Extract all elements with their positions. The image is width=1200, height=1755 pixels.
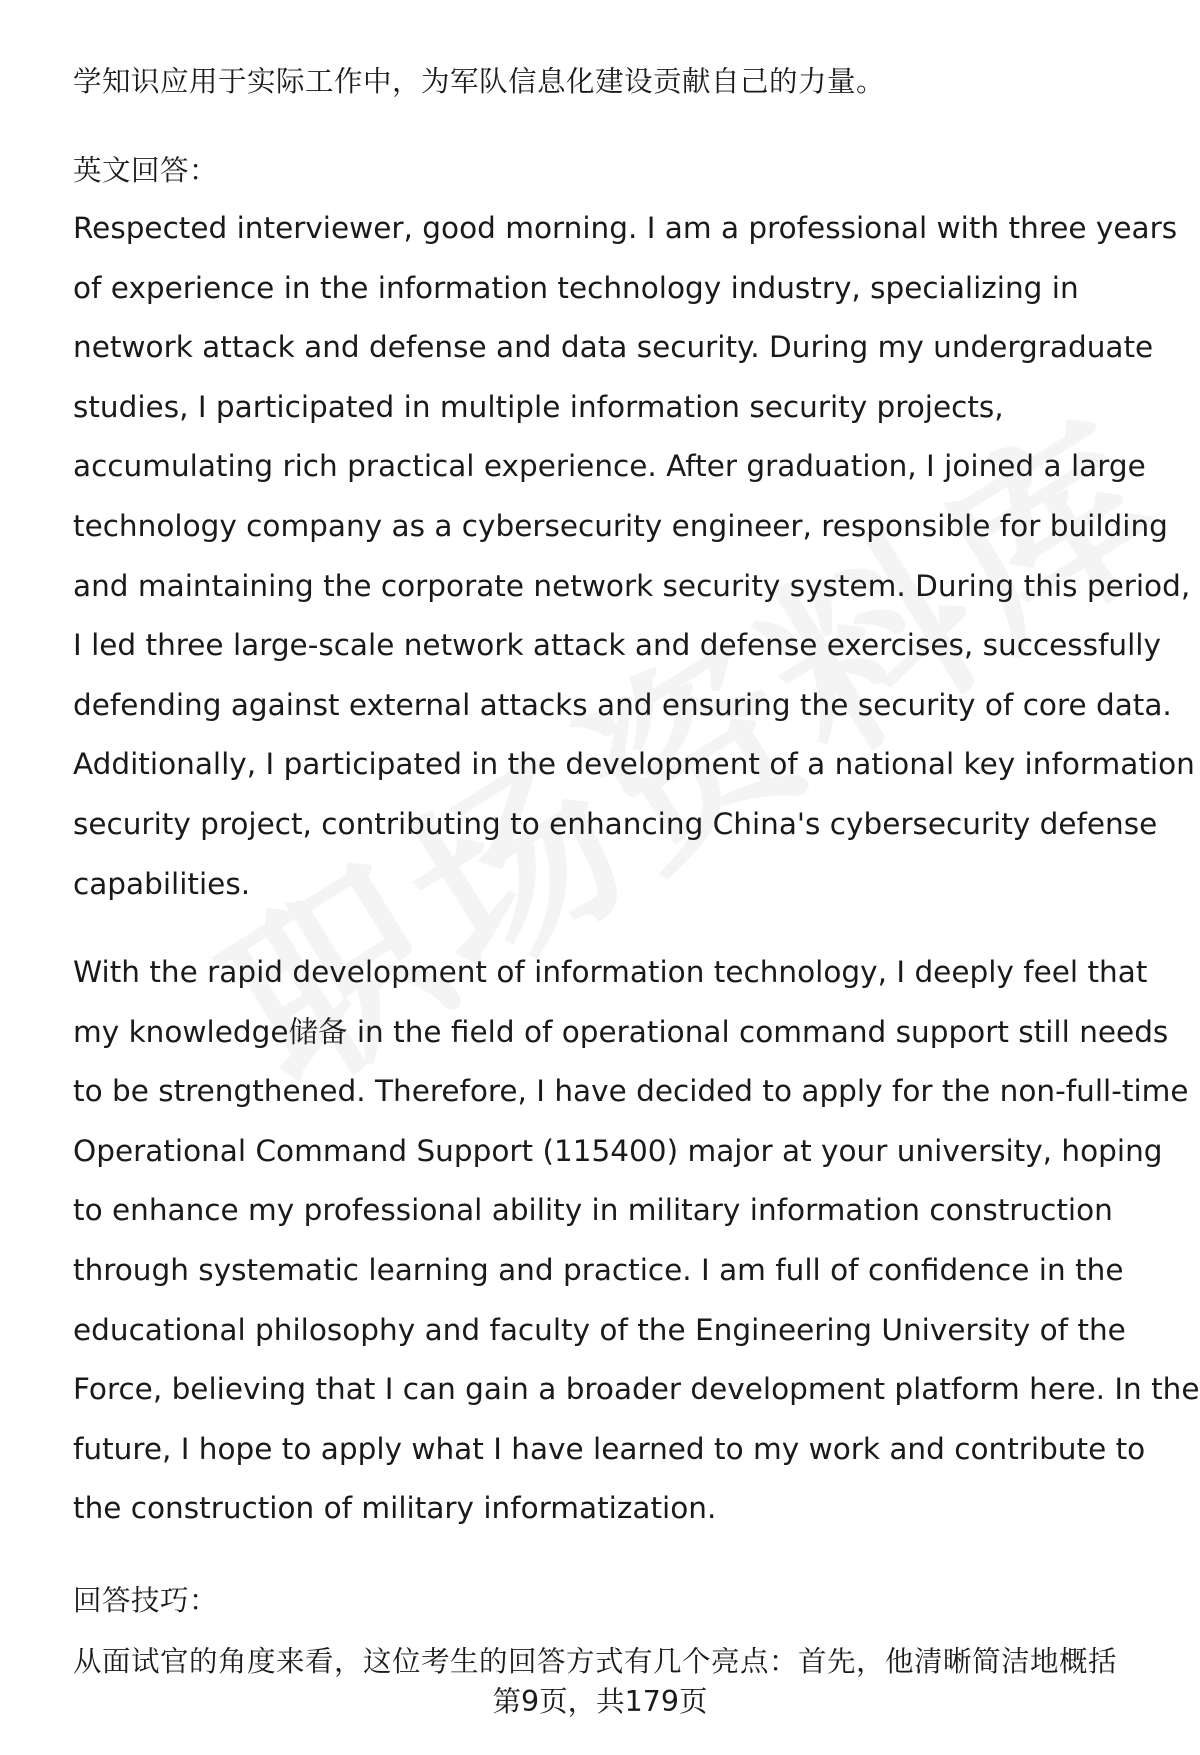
- paragraph-line: through systematic learning and practice. I am full of confidence in the: [73, 1252, 1124, 1287]
- paragraph-line: Additionally, I participated in the development of a national key information: [73, 747, 1195, 782]
- paragraph-line: security project, contributing to enhancing China's cybersecurity defense: [73, 806, 1158, 841]
- tips-heading: 回答技巧：: [73, 1584, 219, 1617]
- paragraph-line: accumulating rich practical experience. After graduation, I joined a large: [73, 449, 1146, 484]
- english-answer-heading: 英文回答：: [73, 154, 219, 187]
- paragraph-line: network attack and defense and data security. During my undergraduate: [73, 330, 1154, 365]
- paragraph-line: educational philosophy and faculty of the Engineering University of the: [73, 1312, 1126, 1347]
- paragraph-line: to be strengthened. Therefore, I have decided to apply for the non-full-time: [73, 1074, 1189, 1109]
- paragraph-line: Respected interviewer, good morning. I am a professional with three years: [73, 211, 1178, 245]
- paragraph-line: my knowledge储备 in the field of operational command support still needs: [73, 1014, 1169, 1049]
- intro-line: 学知识应用于实际工作中，为军队信息化建设贡献自己的力量。: [73, 65, 886, 98]
- paragraph-line: of experience in the information technology industry, specializing in: [73, 270, 1079, 305]
- english-paragraph-1: [73, 199, 1195, 914]
- paragraph-line: With the rapid development of information technology, I deeply feel that: [73, 955, 1148, 989]
- paragraph-line: the construction of military informatization.: [73, 1491, 717, 1526]
- tips-line: 从面试官的角度来看，这位考生的回答方式有几个亮点：首先，他清晰简洁地概括: [73, 1645, 1118, 1678]
- paragraph-line: Operational Command Support (115400) major at your university, hoping: [73, 1133, 1163, 1168]
- paragraph-line: technology company as a cybersecurity engineer, responsible for building: [73, 508, 1168, 543]
- paragraph-line: I led three large-scale network attack and defense exercises, successfully: [73, 628, 1161, 663]
- page-number: 第9页，共179页: [492, 1685, 708, 1718]
- paragraph-line: capabilities.: [73, 866, 251, 901]
- paragraph-line: studies, I participated in multiple information security projects,: [73, 389, 1004, 424]
- paragraph-line: defending against external attacks and ensuring the security of core data.: [73, 687, 1172, 722]
- paragraph-line: to enhance my professional ability in military information construction: [73, 1193, 1113, 1228]
- paragraph-line: and maintaining the corporate network security system. During this period,: [73, 568, 1191, 603]
- paragraph-line: future, I hope to apply what I have learned to my work and contribute to: [73, 1431, 1146, 1466]
- english-paragraph-2: [73, 943, 1200, 1539]
- paragraph-line: Force, believing that I can gain a broader development platform here. In the: [73, 1372, 1200, 1407]
